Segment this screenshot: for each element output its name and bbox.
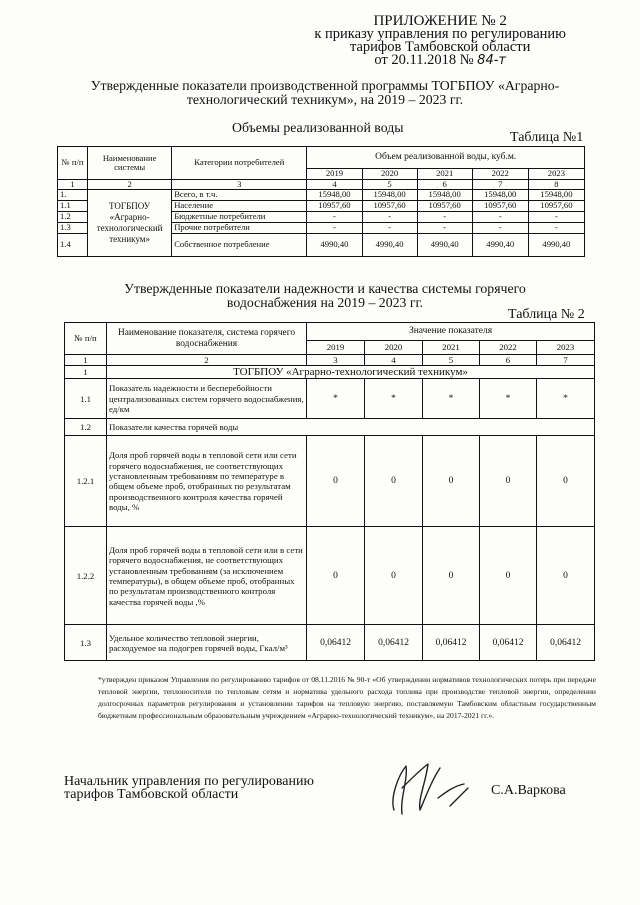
table1-label: Таблица №1 [510,130,584,145]
t2-header-num: № п/п [65,323,107,355]
t1-system-name: ТОГБПОУ «Аграрно-технологический техникум» [88,190,172,256]
table1-caption: Объемы реализованной воды [232,120,404,135]
appendix-header [314,15,566,67]
table2 [64,322,595,661]
table-row: 1.1 Население 10957,60 10957,60 10957,60 10957,60 10957,60 [58,200,585,211]
table-row: 1.1 Показатель надежности и бесперебойности централизованных систем горячего водоснабжения, ед/км * * * * * [65,379,595,419]
footnote: *утвержден приказом Управления по регулированию тарифов от 08.11.2016 № 90-т «Об утверждении нормативов технологических потерь при передаче тепловой энергии, теплоносителя по тепловым сетям и норматива удельного расхода топлива при производстве тепловой энергии, определении долгосрочных параметров регулирования и установлении тарифов на тепловую энергию, поставляемую Тамбовским областным государственным бюджетным профессиональным образовательным учреждением «Аграрно-технологический техникум», на 2017-2021 гг.». [98,675,596,720]
order-number-handwritten: 84-т [477,53,506,68]
t2-year: 2020 [365,341,423,355]
t1-year: 2022 [472,169,528,180]
t1-header-volume: Объем реализованной воды, куб.м. [307,147,585,169]
t2-year: 2022 [480,341,537,355]
table-row: 1.2 Бюджетные потребители - - - - - [58,211,585,222]
t1-colnum: 3 [172,180,307,190]
appendix-line2: тарифов Тамбовской области [349,39,531,55]
t1-colnum: 1 [58,180,88,190]
t1-colnum: 7 [472,180,528,190]
t2-year: 2019 [307,341,365,355]
table-row: 1.2.1 Доля проб горячей воды в тепловой сети или сети горячего водоснабжения, не соответствующих установленным требованиям по температуре в общем объеме проб, отобранных по результатам производственного контроля качества горячей воды, % 0 0 0 0 0 [65,436,595,527]
signatory-name: С.А.Варкова [491,783,566,798]
t1-colnum: 8 [528,180,584,190]
table2-label: Таблица № 2 [508,307,585,322]
t1-colnum: 5 [362,180,417,190]
t2-header-value: Значение показателя [307,323,595,341]
table1 [57,146,585,257]
table-row: 1.2.2 Доля проб горячей воды в тепловой сети или в сети горячего водоснабжения, не соответствующих установленным требованиям (за исключением температуры), в общем объеме проб, отобранных по результатам производственного контроля качества горячей воды ,% 0 0 0 0 0 [65,527,595,625]
t2-colnum: 2 [107,355,307,366]
appendix-line1: к приказу управления по регулированию [314,26,566,42]
signatory-position: Начальник управления по регулированию тарифов Тамбовской области [64,774,314,802]
table2-caption: Утвержденные показатели надежности и качества системы горячего водоснабжения на 2019 – 2023 гг. [124,281,526,310]
table-row: 1.4 Собственное потребление 4990,40 4990,40 4990,40 4990,40 4990,40 [58,233,585,256]
document-title: Утвержденные показатели производственной программы ТОГБПОУ «Аграрно- технологический техникум», на 2019 – 2023 гг. [90,78,560,107]
t1-header-num: № п/п [58,147,88,180]
t1-colnum: 6 [417,180,472,190]
table-row: 1.2 Показатели качества горячей воды [65,419,595,436]
table-row: 1 ТОГБПОУ «Аграрно-технологический техникум» [65,366,595,379]
t1-year: 2019 [307,169,362,180]
table-row: 1.3 Прочие потребители - - - - - [58,222,585,233]
t1-year: 2023 [528,169,584,180]
handwritten-signature [380,758,480,818]
t2-colnum: 3 [307,355,365,366]
t2-colnum: 4 [365,355,423,366]
t2-year: 2023 [537,341,595,355]
t1-year: 2020 [362,169,417,180]
t2-colnum: 1 [65,355,107,366]
t1-header-name: Наименование системы [88,147,172,180]
t1-header-category: Категории потребителей [172,147,307,180]
appendix-date: от 20.11.2018 № 84-т [374,52,506,68]
t2-section-name: ТОГБПОУ «Аграрно-технологический техникум» [107,366,595,379]
appendix-title: ПРИЛОЖЕНИЕ № 2 [373,13,507,29]
t2-header-name: Наименование показателя, система горячего водоснабжения [107,323,307,355]
table-row: 1. ТОГБПОУ «Аграрно-технологический техникум» Всего, в т.ч. 15948,00 15948,00 15948,00 15948,00 15948,00 [58,190,585,200]
table-row: 1.3 Удельное количество тепловой энергии, расходуемое на подогрев горячей воды, Гкал/м³ 0,06412 0,06412 0,06412 0,06412 0,06412 [65,625,595,661]
t1-year: 2021 [417,169,472,180]
t2-colnum: 7 [537,355,595,366]
t1-colnum: 4 [307,180,362,190]
t1-colnum: 2 [88,180,172,190]
t2-year: 2021 [423,341,480,355]
t2-colnum: 6 [480,355,537,366]
t2-colnum: 5 [423,355,480,366]
